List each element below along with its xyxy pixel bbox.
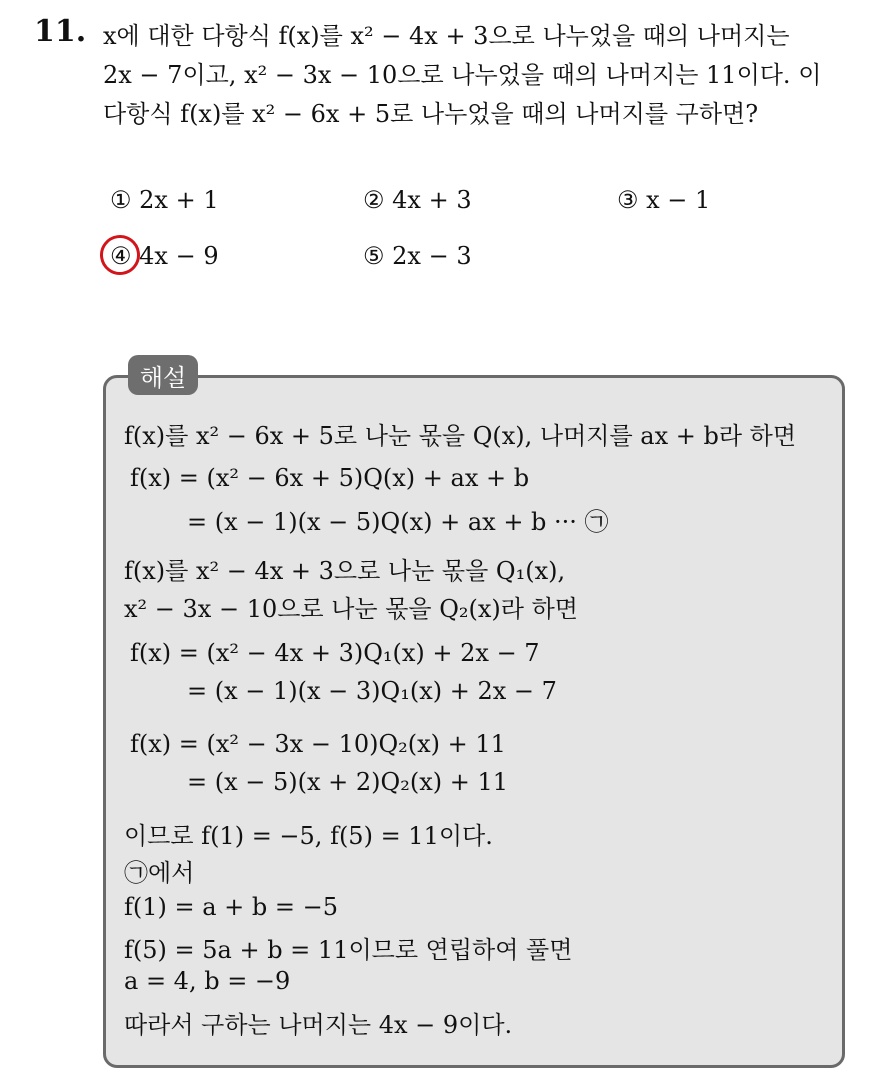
problem-text-line-2: 2x − 7이고, x² − 3x − 10으로 나누었을 때의 나머지는 11이다. 이 bbox=[103, 61, 822, 89]
choice-4[interactable]: ④ 4x − 9 bbox=[110, 242, 219, 270]
solution-line-14: a = 4, b = −9 bbox=[124, 967, 291, 995]
solution-line-6: f(x) = (x² − 4x + 3)Q₁(x) + 2x − 7 bbox=[130, 639, 540, 667]
solution-line-9: = (x − 5)(x + 2)Q₂(x) + 11 bbox=[187, 768, 508, 796]
solution-line-3: = (x − 1)(x − 5)Q(x) + ax + b ··· ㉠ bbox=[187, 508, 609, 536]
solution-line-13: f(5) = 5a + b = 11이므로 연립하여 풀면 bbox=[124, 936, 573, 964]
solution-line-10: 이므로 f(1) = −5, f(5) = 11이다. bbox=[124, 822, 493, 850]
problem-text-line-3: 다항식 f(x)를 x² − 6x + 5로 나누었을 때의 나머지를 구하면? bbox=[103, 100, 759, 128]
choice-1[interactable]: ① 2x + 1 bbox=[110, 186, 219, 214]
solution-line-8: f(x) = (x² − 3x − 10)Q₂(x) + 11 bbox=[130, 730, 506, 758]
choice-5[interactable]: ⑤ 2x − 3 bbox=[363, 242, 472, 270]
choice-3[interactable]: ③ x − 1 bbox=[617, 186, 711, 214]
problem-text-line-1: x에 대한 다항식 f(x)를 x² − 4x + 3으로 나누었을 때의 나머지는 bbox=[103, 22, 790, 50]
solution-line-4: f(x)를 x² − 4x + 3으로 나눈 몫을 Q₁(x), bbox=[124, 557, 566, 585]
solution-line-1: f(x)를 x² − 6x + 5로 나눈 몫을 Q(x), 나머지를 ax + b라 하면 bbox=[124, 422, 797, 450]
solution-line-5: x² − 3x − 10으로 나눈 몫을 Q₂(x)라 하면 bbox=[124, 595, 578, 623]
choice-2[interactable]: ② 4x + 3 bbox=[363, 186, 472, 214]
solution-line-12: f(1) = a + b = −5 bbox=[124, 893, 339, 921]
solution-line-15: 따라서 구하는 나머지는 4x − 9이다. bbox=[124, 1011, 513, 1039]
answer-circle-mark bbox=[97, 232, 142, 277]
solution-tag: 해설 bbox=[128, 355, 198, 395]
solution-line-2: f(x) = (x² − 6x + 5)Q(x) + ax + b bbox=[130, 464, 530, 492]
problem-number: 11. bbox=[34, 14, 87, 49]
solution-line-7: = (x − 1)(x − 3)Q₁(x) + 2x − 7 bbox=[187, 677, 557, 705]
solution-line-11: ㉠에서 bbox=[124, 859, 195, 887]
